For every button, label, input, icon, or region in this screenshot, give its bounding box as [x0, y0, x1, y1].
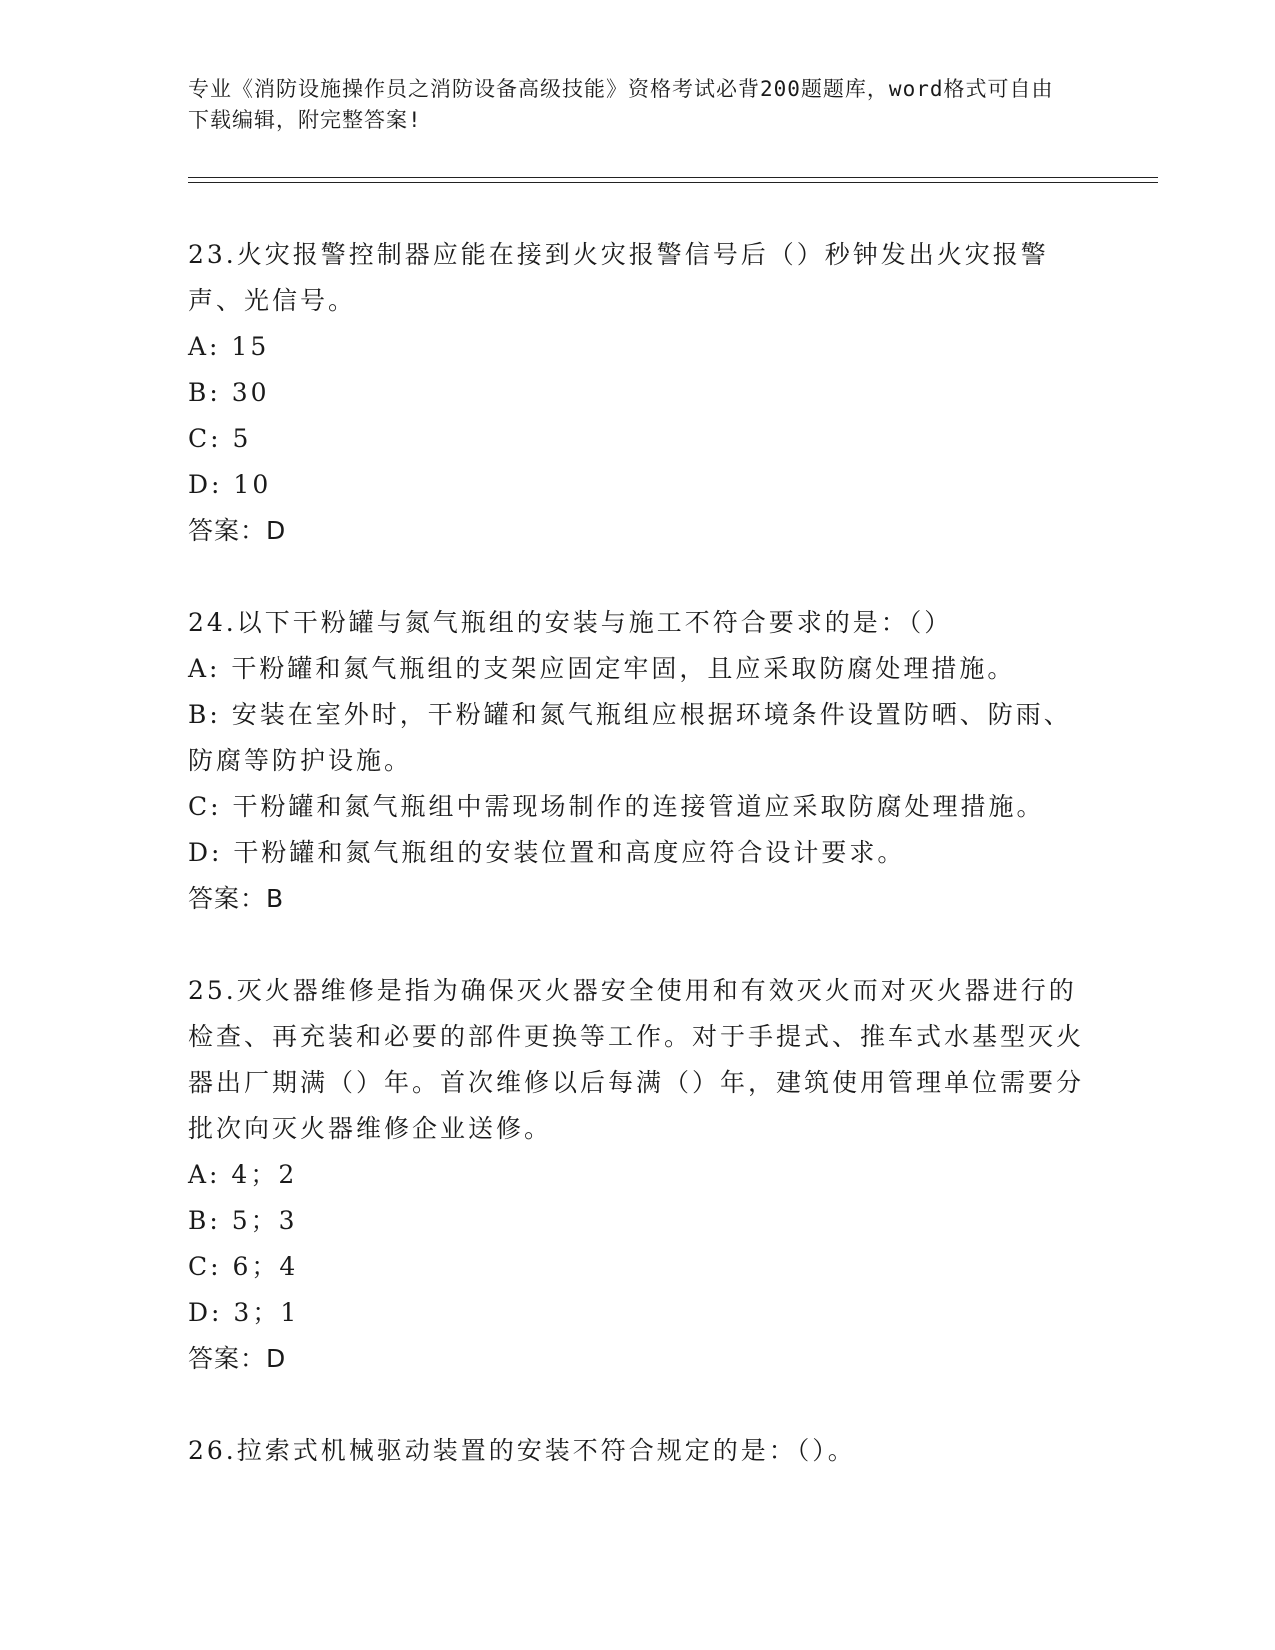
question-23 [188, 232, 1088, 554]
header-rule-top [188, 177, 1158, 178]
option-d: D: 干粉罐和氮气瓶组的安装位置和高度应符合设计要求。 [188, 838, 906, 867]
question-stem: 24.以下干粉罐与氮气瓶组的安装与施工不符合要求的是：（） [188, 608, 953, 637]
option-a: A: 4；2 [188, 1160, 298, 1189]
question-24 [188, 600, 1088, 922]
answer: 答案：D [188, 516, 287, 545]
answer: 答案：B [188, 884, 285, 913]
option-b: B: 安装在室外时，干粉罐和氮气瓶组应根据环境条件设置防晒、防雨、防腐等防护设施。 [188, 700, 1072, 775]
option-d: D: 3；1 [188, 1298, 300, 1327]
option-a: A: 15 [188, 332, 270, 361]
question-stem: 25.灭火器维修是指为确保灭火器安全使用和有效灭火而对灭火器进行的检查、再充装和必要的部件更换等工作。对于手提式、推车式水基型灭火器出厂期满（）年。首次维修以后每满（）年，建筑使用管理单位需要分批次向灭火器维修企业送修。 [188, 976, 1085, 1143]
option-d: D: 10 [188, 470, 272, 499]
answer: 答案：D [188, 1344, 287, 1373]
option-b: B: 30 [188, 378, 270, 407]
question-stem: 26.拉索式机械驱动装置的安装不符合规定的是：（）。 [188, 1436, 856, 1465]
option-a: A: 干粉罐和氮气瓶组的支架应固定牢固，且应采取防腐处理措施。 [188, 654, 1016, 683]
option-b: B: 5；3 [188, 1206, 298, 1235]
question-26 [188, 1428, 1088, 1474]
option-c: C: 干粉罐和氮气瓶组中需现场制作的连接管道应采取防腐处理措施。 [188, 792, 1045, 821]
question-stem: 23.火灾报警控制器应能在接到火灾报警信号后（）秒钟发出火灾报警声、光信号。 [188, 240, 1049, 315]
header-rule-bottom [188, 182, 1158, 183]
option-c: C: 5 [188, 424, 252, 453]
document-header: 专业《消防设施操作员之消防设备高级技能》资格考试必背200题题库，word格式可自由下载编辑，附完整答案! [188, 77, 1054, 132]
option-c: C: 6；4 [188, 1252, 299, 1281]
question-25 [188, 968, 1088, 1382]
question-list [188, 232, 1088, 1520]
